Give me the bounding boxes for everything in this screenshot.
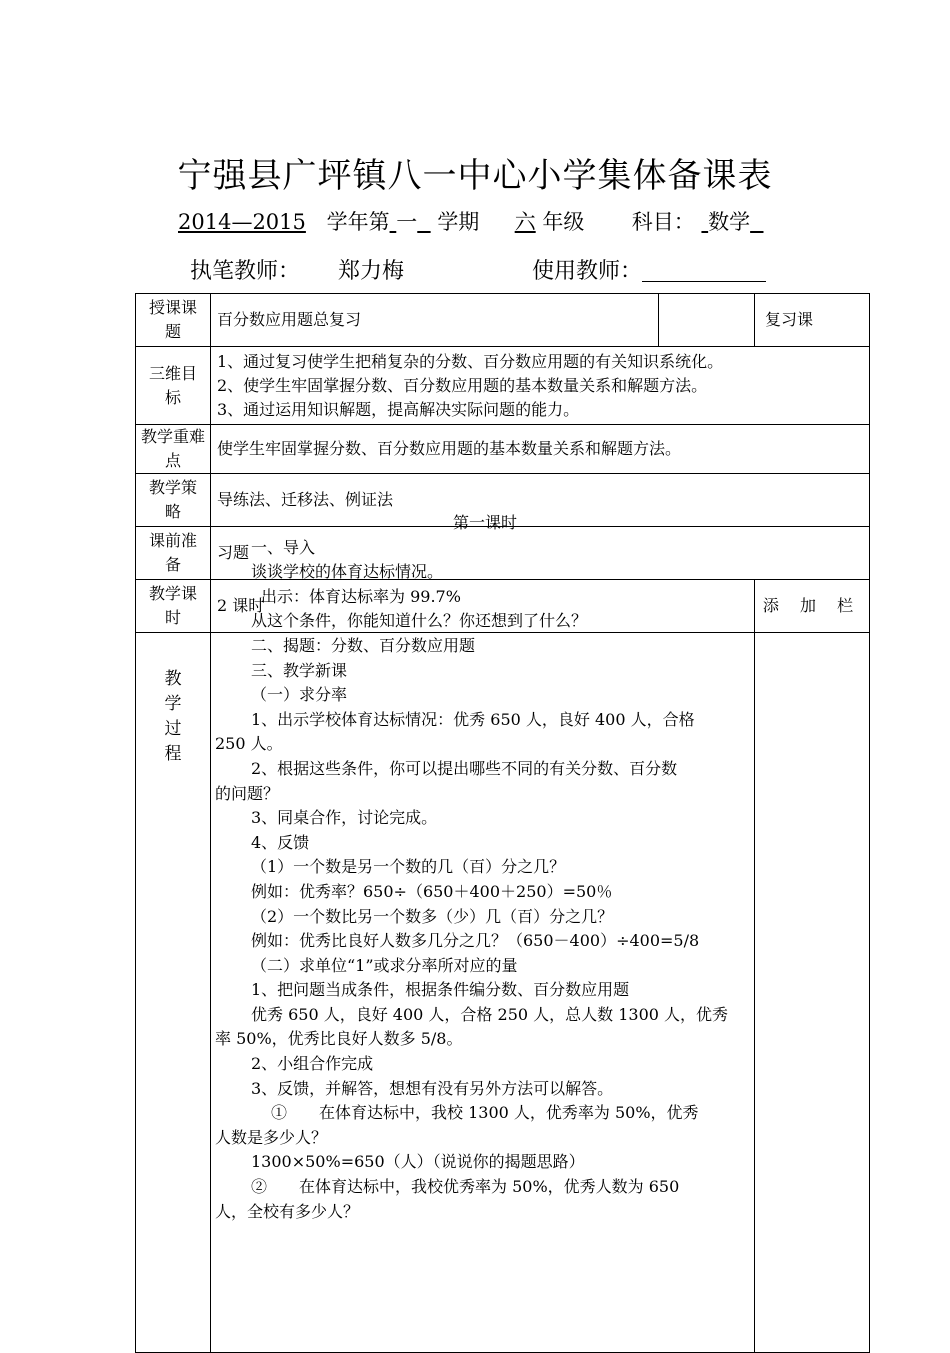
goals-row [136,347,870,425]
process-label: 教 学 过 程 [136,633,211,1353]
strategy-value: 导练法、迁移法、例证法 [211,474,870,527]
content-line: 1、把问题当成条件，根据条件编分数、百分数应用题 [251,980,630,1000]
content-line: 3、同桌合作，讨论完成。 [251,808,438,828]
key-row [136,425,870,474]
strategy-label: 教学策略 [136,474,211,527]
prep-value: 习题 [211,527,870,580]
content-line: 1300×50%=650（人）（说说你的揭题思路） [251,1152,585,1172]
xueqi-label: 学期 [437,210,480,234]
content-line: 例如：优秀率？650÷（650＋400＋250）=50％ [251,881,613,901]
content-line: 250 人。 [215,734,283,754]
term-value: 一 [396,210,418,234]
content-line: 4、反馈 [251,832,310,852]
content-line: 从这个条件，你能知道什么？你还想到了什么？ [251,611,588,631]
content-line: ② 在体育达标中，我校优秀率为 50%，优秀人数为 650 [251,1177,680,1197]
school-years: 2014—2015 [178,210,306,234]
content-line: （二）求单位“1”或求分率所对应的量 [251,955,518,975]
goal-item: 3、通过运用知识解题，提高解决实际问题的能力。 [217,399,580,419]
content-line: 3、反馈，并解答，想想有没有另外方法可以解答。 [251,1078,614,1098]
content-line: 二、揭题：分数、百分数应用题 [251,635,476,655]
goal-item: 1、通过复习使学生把稍复杂的分数、百分数应用题的有关知识系统化。 [217,351,724,371]
content-line: 一、导入 [251,537,316,557]
goals-value [211,347,870,425]
topic-label: 授课课题 [136,294,211,347]
content-line: 优秀 650 人，良好 400 人，合格 250 人，总人数 1300 人，优秀 [251,1004,729,1024]
page-title: 宁强县广坪镇八一中心小学集体备课表 [177,156,773,196]
content-line: （1）一个数是另一个数的几（百）分之几？ [251,857,566,877]
addcol-label: 添 加 栏 [755,580,870,633]
goal-item: 2、使学生牢固掌握分数、百分数应用题的基本数量关系和解题方法。 [217,375,708,395]
content-line: 人数是多少人？ [215,1127,328,1147]
writer-value: 郑力梅 [338,259,405,284]
xuenian-label: 学年第 [326,210,390,234]
content-line: 1、出示学校体育达标情况：优秀 650 人，良好 400 人，合格 [251,709,695,729]
process-text [215,511,755,1224]
key-label: 教学重难点 [136,425,211,474]
content-line: ① 在体育达标中，我校 1300 人，优秀率为 50%，优秀 [271,1103,699,1123]
addcol-empty [755,633,870,1353]
user-blank [642,257,766,282]
teacher-line [190,254,766,285]
term-line [178,206,763,236]
lesson-heading: 第一课时 [452,513,517,532]
content-line: 三、教学新课 [251,660,348,680]
content-line: 率 50%，优秀比良好人数多 5/8。 [215,1029,463,1049]
writer-label: 执笔教师： [190,259,301,284]
content-line: 谈谈学校的体育达标情况。 [251,562,444,582]
topic-row [136,294,870,347]
lesson-type: 复习课 [755,294,870,347]
subject-label: 科目： [631,210,695,234]
hours-value: 2 课时 [211,580,755,633]
goals-label: 三维目标 [136,347,211,425]
content-line: （2）一个数比另一个数多（少）几（百）分之几？ [251,906,614,926]
content-line: 2、根据这些条件，你可以提出哪些不同的有关分数、百分数 [251,758,678,778]
content-line: （一）求分率 [251,685,348,705]
content-line: 人，全校有多少人？ [215,1201,360,1221]
key-value: 使学生牢固掌握分数、百分数应用题的基本数量关系和解题方法。 [211,425,870,474]
prep-label: 课前准备 [136,527,211,580]
grade-value: 六 [514,210,536,234]
topic-value: 百分数应用题总复习 [211,294,659,347]
content-line: 例如：优秀比良好人数多几分之几？（650－400）÷400=5/8 [251,931,700,951]
topic-empty [659,294,755,347]
user-label: 使用教师： [532,259,643,284]
content-line: 出示：体育达标率为 99.7% [261,586,461,606]
content-line: 的问题？ [215,783,280,803]
subject-value: 数学 [708,210,751,234]
content-line: 2、小组合作完成 [251,1054,374,1074]
hours-label: 教学课时 [136,580,211,633]
grade-label: 年级 [542,210,585,234]
